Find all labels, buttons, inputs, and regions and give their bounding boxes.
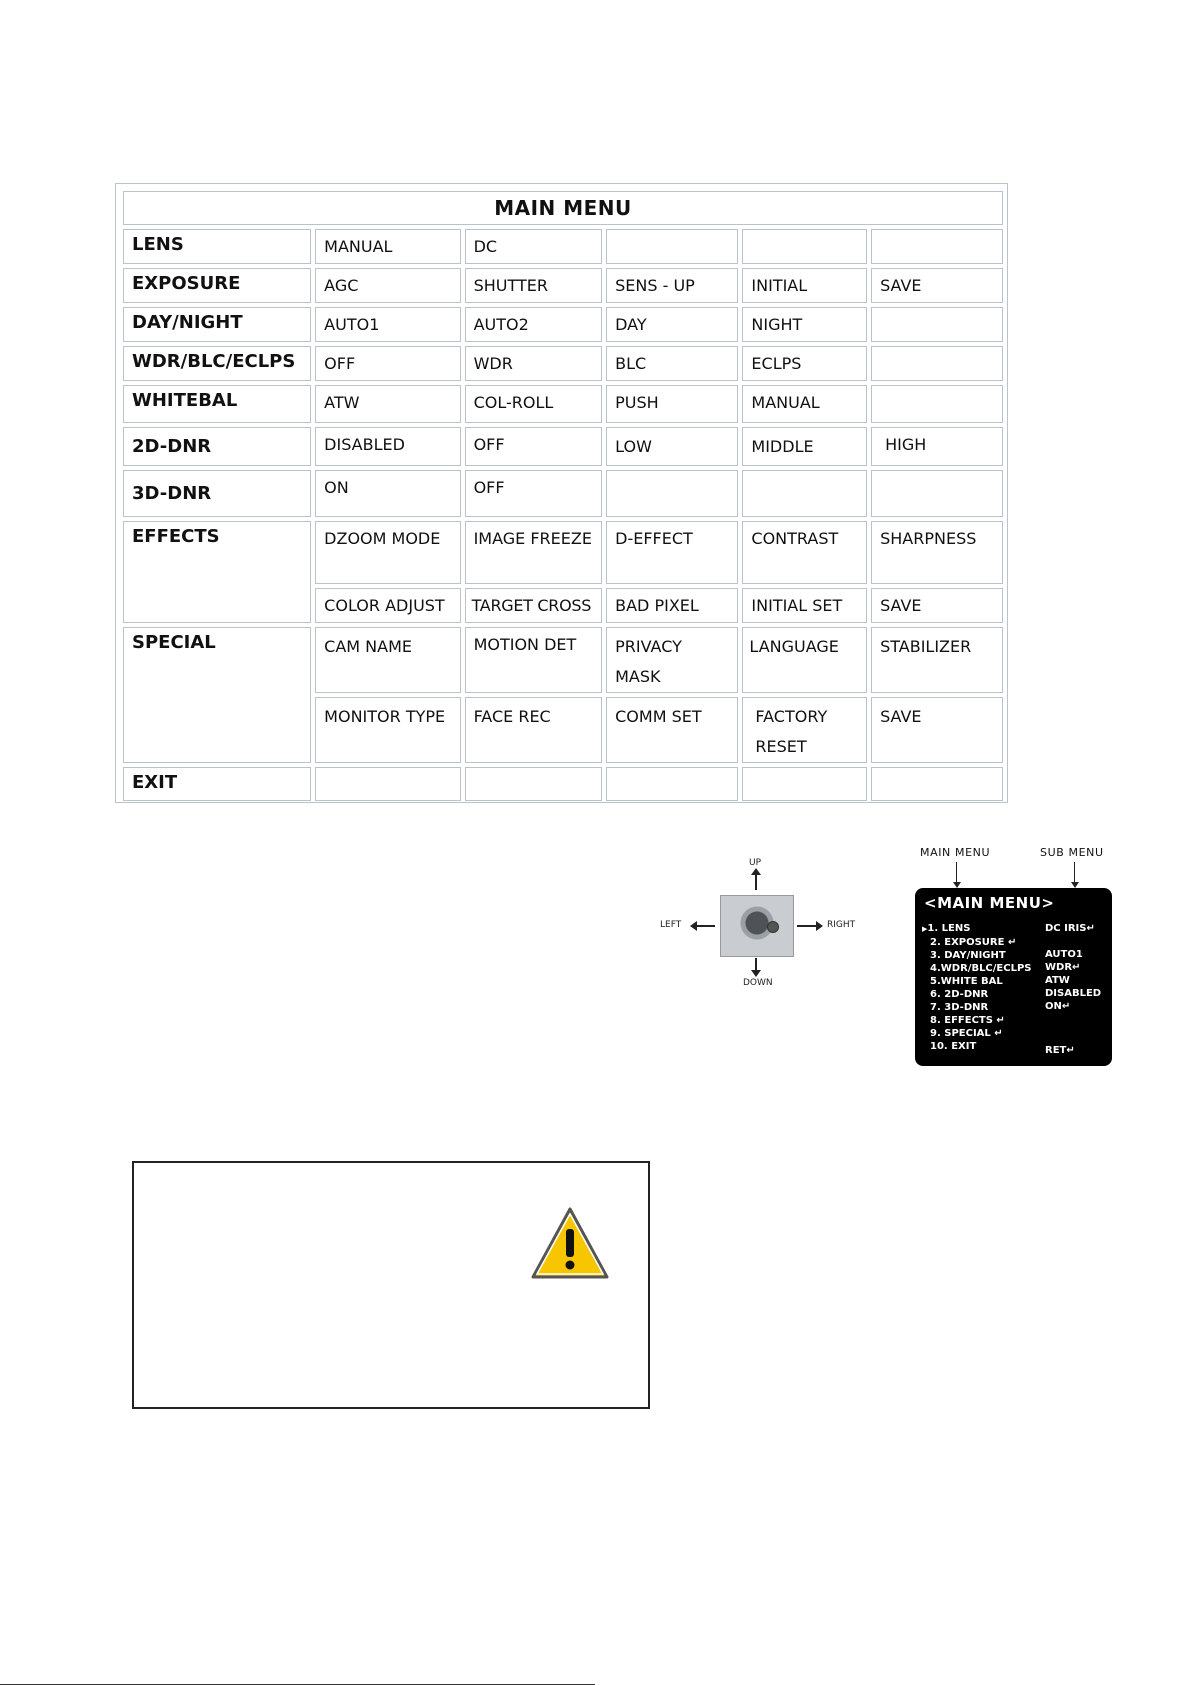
- menu-option: [606, 767, 738, 801]
- joystick-diagram: [660, 858, 860, 988]
- osd-item: 9. SPECIAL ↵: [930, 1028, 1003, 1039]
- menu-header-exit: EXIT: [123, 767, 311, 801]
- left-arrowhead-icon: [690, 921, 697, 931]
- menu-header-effects: EFFECTS: [123, 521, 311, 623]
- up-arrowhead-icon: [751, 868, 761, 875]
- osd-item: 8. EFFECTS ↵: [930, 1015, 1005, 1026]
- menu-option: [871, 346, 1003, 381]
- menu-option: LOW: [606, 427, 738, 466]
- sub-menu-label: SUB MENU: [1040, 846, 1104, 859]
- selection-cursor-icon: ▶: [922, 925, 928, 933]
- menu-option: [742, 767, 867, 801]
- menu-option: AGC: [315, 268, 460, 303]
- menu-option: ECLPS: [742, 346, 867, 381]
- menu-option: [606, 470, 738, 517]
- menu-option: FACTORY RESET: [742, 697, 867, 763]
- main-menu-table: [115, 183, 1008, 803]
- osd-value: ON↵: [1045, 1001, 1071, 1012]
- menu-option: [742, 229, 867, 264]
- menu-option: ON: [315, 470, 460, 517]
- down-label: DOWN: [743, 978, 773, 988]
- menu-option: SENS - UP: [606, 268, 738, 303]
- menu-option: PUSH: [606, 385, 738, 423]
- menu-header-special: SPECIAL: [123, 627, 311, 763]
- menu-option: SAVE: [871, 697, 1003, 763]
- menu-option: DISABLED: [315, 427, 460, 466]
- menu-option: [606, 229, 738, 264]
- menu-option: [871, 767, 1003, 801]
- menu-option: STABILIZER: [871, 627, 1003, 693]
- caution-box: [132, 1161, 650, 1409]
- down-arrowhead-icon: [751, 970, 761, 977]
- menu-option: IMAGE FREEZE: [465, 521, 603, 584]
- menu-option: OFF: [465, 470, 603, 517]
- menu-option: FACE REC: [465, 697, 603, 763]
- osd-item-list: [922, 922, 1032, 1053]
- menu-header-lens: LENS: [123, 229, 311, 264]
- menu-option: HIGH: [871, 427, 1003, 466]
- left-arrow-icon: [695, 925, 715, 927]
- menu-option: MONITOR TYPE: [315, 697, 460, 763]
- sub-menu-pointer-icon: [1074, 862, 1075, 884]
- up-label: UP: [749, 858, 762, 868]
- osd-item: 5.WHITE BAL: [930, 976, 1003, 987]
- right-label: RIGHT: [827, 920, 856, 930]
- menu-option: TARGET CROSS: [465, 588, 603, 623]
- osd-value: AUTO1: [1045, 949, 1083, 960]
- menu-option: COLOR ADJUST: [315, 588, 460, 623]
- menu-option: SAVE: [871, 268, 1003, 303]
- joystick-knob-icon: [767, 921, 779, 933]
- menu-option: D-EFFECT: [606, 521, 738, 584]
- menu-option: [871, 470, 1003, 517]
- menu-header-wdr-blc-eclps: WDR/BLC/ECLPS: [123, 346, 311, 381]
- osd-item: 7. 3D-DNR: [930, 1002, 989, 1013]
- menu-option: [871, 307, 1003, 342]
- osd-value: [1045, 935, 1101, 948]
- left-label: LEFT: [660, 920, 682, 930]
- main-menu-label: MAIN MENU: [920, 846, 991, 859]
- menu-option: ATW: [315, 385, 460, 423]
- menu-header-exposure: EXPOSURE: [123, 268, 311, 303]
- menu-option: BAD PIXEL: [606, 588, 738, 623]
- osd-item: 4.WDR/BLC/ECLPS: [930, 963, 1032, 974]
- osd-screen: [915, 888, 1112, 1066]
- menu-option: OFF: [465, 427, 603, 466]
- osd-value: DC IRIS↵: [1045, 923, 1095, 934]
- menu-option: MANUAL: [742, 385, 867, 423]
- osd-value: ATW: [1045, 975, 1070, 986]
- main-menu-pointer-icon: [956, 862, 957, 884]
- menu-option: MANUAL: [315, 229, 460, 264]
- menu-option: OFF: [315, 346, 460, 381]
- menu-option: AUTO1: [315, 307, 460, 342]
- menu-option: COL-ROLL: [465, 385, 603, 423]
- menu-option: MIDDLE: [742, 427, 867, 466]
- menu-option: COMM SET: [606, 697, 738, 763]
- menu-option: SAVE: [871, 588, 1003, 623]
- menu-option: CAM NAME: [315, 627, 460, 693]
- menu-option: INITIAL: [742, 268, 867, 303]
- menu-option: PRIVACY MASK: [606, 627, 738, 693]
- menu-option: [871, 229, 1003, 264]
- menu-header-3d-dnr: 3D-DNR: [123, 470, 311, 517]
- menu-header-day-night: DAY/NIGHT: [123, 307, 311, 342]
- menu-option: SHARPNESS: [871, 521, 1003, 584]
- joystick-photo: [720, 895, 794, 957]
- osd-item: 6. 2D-DNR: [930, 989, 989, 1000]
- main-menu-grid: [119, 187, 1007, 805]
- menu-option: AUTO2: [465, 307, 603, 342]
- menu-option: [871, 385, 1003, 423]
- osd-return: RET↵: [1045, 1045, 1075, 1056]
- menu-option: BLC: [606, 346, 738, 381]
- osd-item: 2. EXPOSURE ↵: [930, 937, 1017, 948]
- menu-option: SHUTTER: [465, 268, 603, 303]
- menu-option: WDR: [465, 346, 603, 381]
- menu-header-whitebal: WHITEBAL: [123, 385, 311, 423]
- osd-value-list: [1045, 922, 1101, 1013]
- menu-option: LANGUAGE: [742, 627, 867, 693]
- osd-item: 10. EXIT: [930, 1041, 977, 1052]
- main-menu-title: MAIN MENU: [123, 191, 1003, 225]
- menu-option: NIGHT: [742, 307, 867, 342]
- menu-option: DZOOM MODE: [315, 521, 460, 584]
- osd-item: 3. DAY/NIGHT: [930, 950, 1006, 961]
- menu-option: DC: [465, 229, 603, 264]
- osd-value: DISABLED: [1045, 988, 1102, 999]
- menu-option: INITIAL SET: [742, 588, 867, 623]
- menu-option: MOTION DET: [465, 627, 603, 693]
- menu-option: [742, 470, 867, 517]
- menu-option: [465, 767, 603, 801]
- menu-option: DAY: [606, 307, 738, 342]
- osd-title: <MAIN MENU>: [924, 894, 1055, 912]
- osd-item-lens: ▶1. LENS: [922, 923, 971, 934]
- menu-header-2d-dnr: 2D-DNR: [123, 427, 311, 466]
- warning-triangle-icon: [529, 1205, 611, 1283]
- osd-value: WDR↵: [1045, 962, 1081, 973]
- menu-option: [315, 767, 460, 801]
- right-arrow-icon: [797, 925, 817, 927]
- menu-option: CONTRAST: [742, 521, 867, 584]
- right-arrowhead-icon: [816, 921, 823, 931]
